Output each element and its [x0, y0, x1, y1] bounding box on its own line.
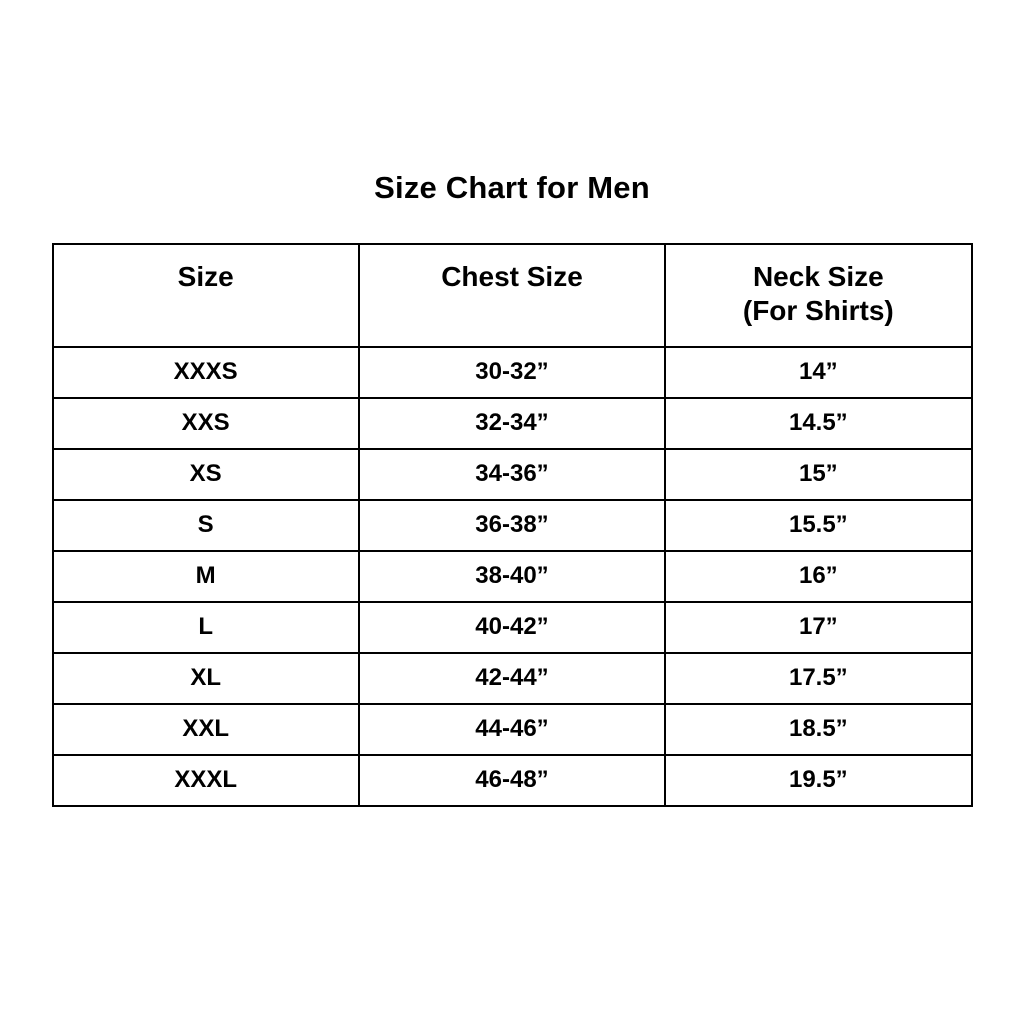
table-header [53, 244, 972, 347]
cell-chest: 46-48” [359, 755, 665, 806]
cell-chest: 44-46” [359, 704, 665, 755]
size-chart-table [52, 243, 973, 807]
cell-size: XXXS [53, 347, 359, 398]
cell-neck: 18.5” [665, 704, 971, 755]
header-chest-label: Chest Size [441, 260, 583, 292]
cell-size: XS [53, 449, 359, 500]
table-row [53, 551, 972, 602]
cell-chest: 40-42” [359, 602, 665, 653]
header-size-label: Size [177, 260, 234, 292]
header-neck-label-line1: Neck Size [752, 260, 884, 292]
cell-size: M [53, 551, 359, 602]
header-cell-neck [665, 244, 971, 347]
table-row [53, 755, 972, 806]
cell-neck: 15.5” [665, 500, 971, 551]
header-neck-label-line2: (For Shirts) [742, 294, 894, 326]
cell-size: S [53, 500, 359, 551]
cell-chest: 38-40” [359, 551, 665, 602]
cell-neck: 14” [665, 347, 971, 398]
cell-size: XL [53, 653, 359, 704]
cell-neck: 19.5” [665, 755, 971, 806]
table-row [53, 653, 972, 704]
cell-size: L [53, 602, 359, 653]
cell-chest: 36-38” [359, 500, 665, 551]
table-row [53, 602, 972, 653]
table-row [53, 449, 972, 500]
cell-chest: 42-44” [359, 653, 665, 704]
header-cell-chest [359, 244, 665, 347]
header-row [53, 244, 972, 347]
table-body [53, 347, 972, 806]
table-row [53, 347, 972, 398]
cell-size: XXS [53, 398, 359, 449]
table-row [53, 398, 972, 449]
cell-neck: 16” [665, 551, 971, 602]
cell-chest: 32-34” [359, 398, 665, 449]
cell-neck: 17” [665, 602, 971, 653]
table-row [53, 704, 972, 755]
cell-size: XXL [53, 704, 359, 755]
table-row [53, 500, 972, 551]
cell-chest: 34-36” [359, 449, 665, 500]
cell-neck: 17.5” [665, 653, 971, 704]
cell-neck: 15” [665, 449, 971, 500]
page-title: Size Chart for Men [374, 170, 650, 205]
cell-chest: 30-32” [359, 347, 665, 398]
cell-size: XXXL [53, 755, 359, 806]
cell-neck: 14.5” [665, 398, 971, 449]
header-cell-size [53, 244, 359, 347]
